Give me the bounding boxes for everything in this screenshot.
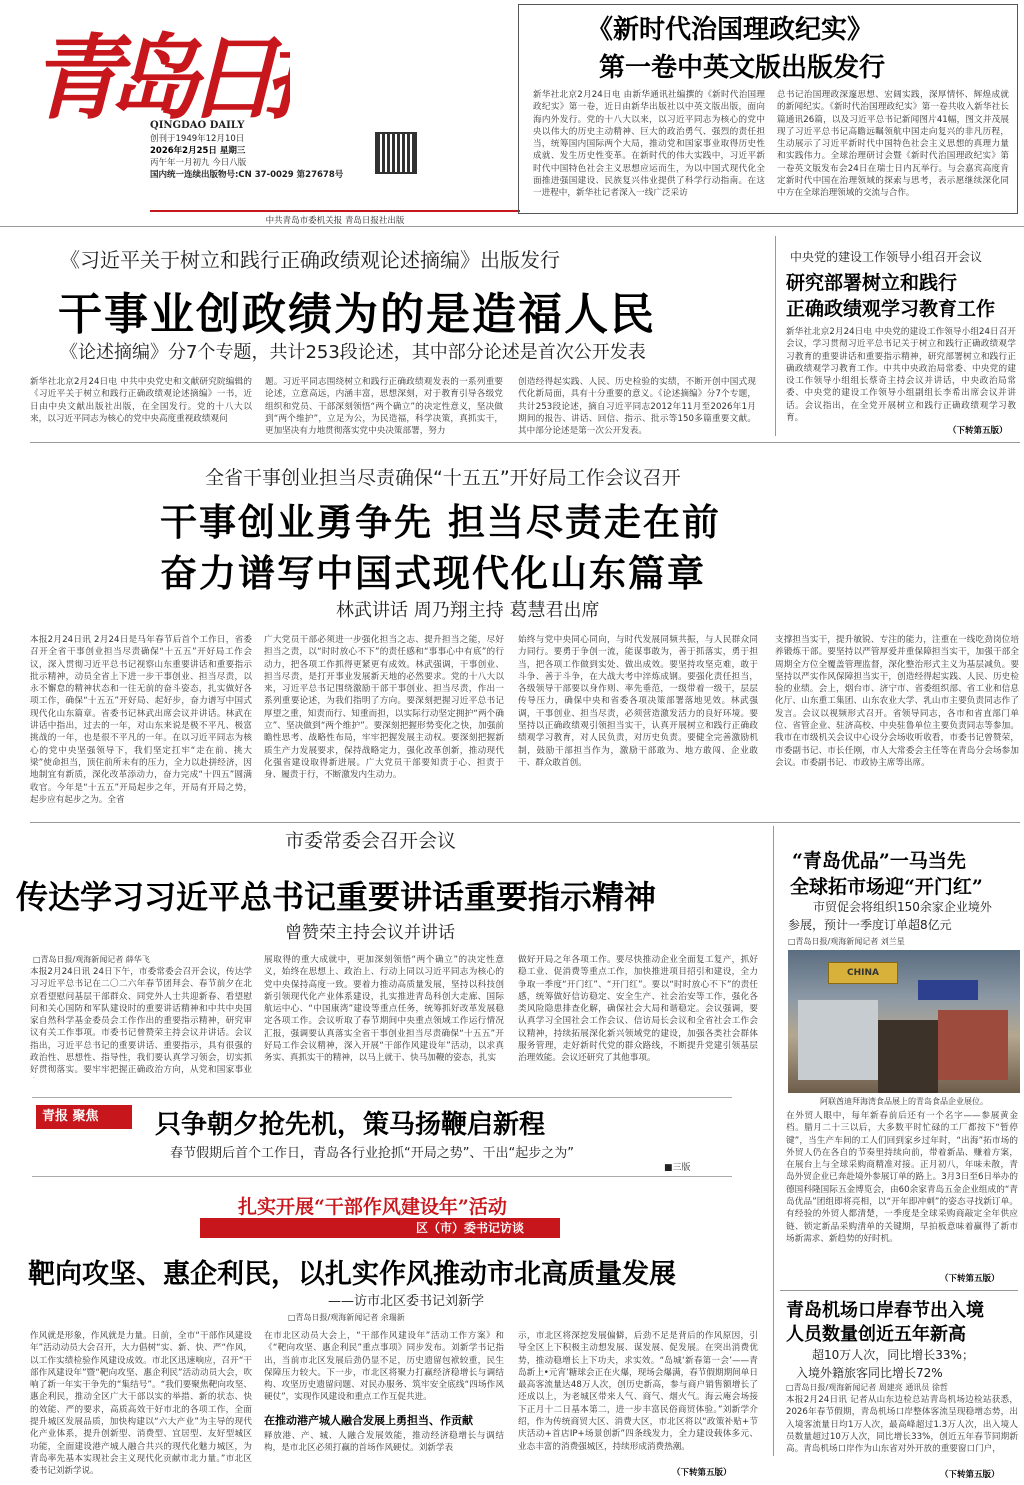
divider <box>30 822 1020 823</box>
youpin-subhead-2: 参展，预计一季度订单超8亿元 <box>788 918 952 932</box>
changwei-byline: □青岛日报/观海新闻记者 薛华飞 <box>33 955 150 964</box>
logo-lettering: 青岛日 <box>30 24 265 130</box>
airport-subhead-1: 超10万人次，同比增长33%； <box>812 1348 974 1362</box>
focus-page-ref: ■三版 <box>664 1163 691 1173</box>
campaign-col2-tail: 释放港、产、城、人融合发展效能，推动经济稳增长与调结构，是市北区必须打赢的首场作风硬仗。刘新学表 <box>264 1431 504 1454</box>
changwei-subhead: 曾赞荣主持会议并讲话 <box>285 923 455 943</box>
youpin-continue: （下转第五版） <box>940 1274 1000 1284</box>
changwei-kicker: 市委常委会召开会议 <box>285 830 457 852</box>
zhengji-kicker: 《习近平关于树立和践行正确政绩观论述摘编》出版发行 <box>60 248 560 272</box>
founded-line: 创刊于1949年12月10日 <box>150 134 245 144</box>
campaign-band-text: 区（市）委书记访谈 <box>415 1221 524 1235</box>
lead-col-2: 广大党员干部必须进一步强化担当之志、提升担当之能，尽好担当之责，以“时时放心不下”的责任感和“事事心中有底”的行动力，把各项工作抓得更紧更有成效。林武强调，干事创业、担当尽责，是打开事业发展新天地的必然要求。党的十八大以来，习近平总书记围绕激励干部干事创业、担当尽责，作出一系列重要论述，为我们指明了方向。要深刻把握习近平总书记厚望之重，知责而行、知重而担，以实际行动坚定拥护“两个确立”、坚决做到“两个维护”。要深刻把握形势变化之快，加强前瞻性思考、战略性布局，牢牢把握发展主动权。要深刻把握新质生产力发展要求，保持战略定力，强化改革创新，推动现代化强省建设取得新进展。广大党员干部要知责于心、担责于身、履责于行，不断激发内生动力。 <box>264 635 504 781</box>
top-story-headline-2: 第一卷中英文版出版发行 <box>599 53 886 83</box>
youpin-body: 在外贸人眼中，每年新春前后还有一个名字——参展黄金档。腊月二十三以后，大多数平时忙碌的工厂都按下“暂停键”，当生产车间的工人们回到家乡过年时，“出海”拓市场的外贸人仍在各自的节奏里持续向前，带着新品、赚着方案，在展台上与全球采购商精准对接。正月初八，年味未散，青岛外贸企业已奔赴境外参展订单的路上。3月3日至6日举办的德国科隆国际五金博览会，由60余家青岛五金企业组成的“青岛优品”团组即将亮相，以“开年即冲刺”的姿态寻找新订单。有经验的外贸人都清楚，一季度是全球采购商敲定全年供应链、锁定新品采购清单的关键期，早拍板意味着赢得了新市场新需求、新趋势的好时机。 <box>786 1111 1018 1244</box>
divider <box>775 236 776 436</box>
masthead-info <box>150 133 370 181</box>
lead-col-3: 始终与党中央同心同向，与时代发展同频共振，与人民群众同力同行。要勇于争创一流，能谋事敢为，善于抓落实，勇于担当，把各项工作做到实处、做出成效。要坚持攻坚克难，敢于斗争、善于斗争，在大战大考中淬炼成钢。要强化责任担当，各级领导干部要以身作则、率先垂范，一级带着一级干，层层传导压力，确保中央和省委各项决策部署落地见效。林武强调，干事创业、担当尽责，必须营造激发活力的良好环境。要坚持以正确政绩观引领担当实干，认真开展树立和践行正确政绩观学习教育，对人民负责，对历史负责。要健全完善激励机制，鼓励干部担当作为，激励干部敢为、地方敢闯、企业敢干、群众敢首创。 <box>518 635 758 768</box>
study-headline-2: 正确政绩观学习教育工作 <box>786 298 996 320</box>
youpin-headline-2: 全球拓市场迎“开门红” <box>790 876 983 898</box>
airport-subhead-2: 入境外籍旅客同比增长72% <box>796 1366 943 1380</box>
campaign-col2-subhead: 在推动港产城人融合发展上勇担当、作贡献 <box>264 1414 473 1427</box>
study-headline-1: 研究部署树立和践行 <box>786 272 958 294</box>
lead-headline-1: 干事创业勇争先 担当尽责走在前 <box>160 500 721 544</box>
study-continue: （下转第五版） <box>948 426 1008 436</box>
airport-continue: （下转第五版） <box>940 1470 1000 1480</box>
changwei-headline: 传达学习习近平总书记重要讲话重要指示精神 <box>16 878 657 916</box>
zhengji-col-1: 新华社北京2月24日电 中共中央党史和文献研究院编辑的《习近平关于树立和践行正确政绩观论述摘编》一书，近日由中央文献出版社出版，在全国发行。党的十八大以来，以习近平同志为核心的党中央高度重视政绩观问 <box>30 377 252 424</box>
lead-kicker: 全省干事创业担当尽责确保“十五五”开好局工作会议召开 <box>205 467 681 489</box>
zhengji-col-2: 题。习近平同志围绕树立和践行正确政绩观发表的一系列重要论述，立意高远，内涵丰富，思想深刻，对于教育引导各级党组织和党员、干部深刻领悟“两个确立”的决定性意义，坚决做到“两个维护”，立足为公，为民造福，科学决策，真抓实干，更加坚决有力地贯彻落实党中央决策部署，努力 <box>265 377 503 437</box>
lead-col-4: 支撑担当实干，提升敏锐、专注的能力，注重在一线吃劲岗位培养锻炼干部。要坚持以严管厚爱并重保障担当实干，加强干部全周期全方位全覆盖管理监督，深化整治形式主义为基层减负。要坚持以严实作风保障担当实干，创造经得起实践、人民、历史检验的业绩。会上，烟台市、济宁市、省委组织部、省工业和信息化厅、山东重工集团、山东农业大学、乳山市主要负责同志作了发言。会议以视频形式召开。省领导同志，各市和省直部门单位、省管企业、驻济高校、中央驻鲁单位主要负责同志等参加。我市在市级机关会议中心设分会场收听收看，市委书记曾赞荣，市委副书记、市长任刚，市人大常委会主任等在青岛分会场参加会议。市委副书记、市政协主席等出席。 <box>775 635 1019 768</box>
issn-line: 国内统一连续出版物号:CN 37-0029 第27678号 <box>150 170 344 180</box>
lunar-line: 丙午年一月初九 今日八版 <box>150 158 247 168</box>
zhengji-subhead: 《论述摘编》分7个专题，共计253段论述，其中部分论述是首次公开发表 <box>60 342 646 363</box>
campaign-continue: （下转第五版） <box>672 1468 732 1478</box>
airport-headline-1: 青岛机场口岸春节出入境 <box>786 1300 984 1321</box>
photo-visitors <box>878 1020 938 1093</box>
date-line: 2026年2月25日 星期三 <box>150 146 246 156</box>
campaign-kicker: 扎实开展“干部作风建设年”活动 <box>238 1196 507 1218</box>
photo-booth <box>798 1000 878 1080</box>
lead-subhead: 林武讲话 周乃翔主持 葛慧君出席 <box>336 600 600 621</box>
airport-headline-2: 人员数量创近五年新高 <box>786 1324 966 1345</box>
top-story-col-1: 新华社北京2月24日电 由新华通讯社编撰的《新时代治国理政纪实》第一卷，近日由新华出版社以中英文版出版，面向海内外发行。党的十八大以来，以习近平同志为核心的党中央以伟大的历史主动精神、巨大的政治勇气、强烈的责任担当，统筹国内国际两个大局，推动党和国家事业取得历史性成就、发生历史性变革。在新时代的伟大实践中，习近平新时代中国特色社会主义思想应运而生，为以中国式现代化全面推进强国建设、民族复兴伟业提供了科学行动指南。在这一进程中，新华社记者深入一线广泛采访 <box>533 90 765 199</box>
top-story-col-2: 总书记治国理政深邃思想、宏阔实践，深厚情怀、辉煌成就的新闻纪实。《新时代治国理政纪实》第一卷共收入新华社长篇通讯26篇，以及习近平总书记新闻图片41幅，图文并茂展现了习近平总书记高瞻远瞩领航中国走向复兴的非凡历程，生动展示了习近平新时代中国特色社会主义思想的真理力量和实践伟力。全球治理研讨会暨《新时代治国理政纪实》第一卷英文版发布会24日在瑞士日内瓦举行。与会嘉宾高度肯定新时代中国在治理领域的探索与思考，表示愿继续深化同中方在全球治理领域的交流与合作。 <box>777 90 1009 199</box>
expo-photo <box>788 950 1020 1093</box>
changwei-col-2: 展取得的重大成就中，更加深刻领悟“两个确立”的决定性意义，始终在思想上、政治上、行动上同以习近平同志为核心的党中央保持高度一致。要着力推动高质量发展，坚持以科技创新引领现代化产业体系建设，扎实推进青岛科创大走廊、国际航运中心、“中国康湾”建设等重点任务，统筹抓好改革发展稳定各项工作。会议听取了春节期间中央重点领域工作运行情况汇报，强调要认真落实全省干事创业担当尽责确保“十五五”开好局工作会议精神，深入开展“干部作风建设年”活动，以求真务实、真抓实干的精神，以马上就干、快马加鞭的姿态，扎实 <box>264 955 504 1064</box>
divider <box>773 826 774 1456</box>
zhengji-headline: 干事业创政绩为的是造福人民 <box>58 289 656 340</box>
photo-banner <box>918 980 978 1000</box>
focus-tag: 青报 聚焦 <box>36 1105 132 1129</box>
study-kicker: 中央党的建设工作领导小组召开会议 <box>790 250 983 264</box>
masthead-romanized: QINGDAO DAILY <box>150 120 245 131</box>
changwei-col-1: 本报2月24日讯 24日下午，市委常委会召开会议，传达学习习近平总书记在二〇二六年春节团拜会、春节前夕在北京看望慰问基层干部群众、同党外人士共迎新春、看望慰问和关心国防和军队建设时的重要讲话精神和中共中央国家自然科学基金委员会工作作出的重要指示精神，研究审议有关工作事项。市委书记曾赞荣主持会议并讲话。会议指出，习近平总书记的重要讲话、重要指示，具有很强的政治性、思想性、指导性，我们要认真学习领会，切实抓好贯彻落实。要牢牢把握正确政治方向，从党和国家事业 <box>30 967 252 1076</box>
publisher-line: 中共青岛市委机关报 青岛日报社出版 <box>150 210 520 226</box>
campaign-col-1: 作风就是形象，作风就是力量。日前，全市“干部作风建设年”活动动员大会召开，大力倡树“实、新、快、严“作风，以工作实绩检验作风建设成效。市北区迅速响应，召开“干部作风建设年”暨“靶向攻坚、惠企利民”活动动员大会，吹响了新一年实干争先的“集结号”。“我们要聚焦靶向攻坚、惠企利民，推动全区广大干部以实的举措、新的状态、快的效能、严的要求，高质高效干好市北的各项工作，全面提升城区发展品质，加快构建以“六大产业”为主导的现代化产业体系，提升创新型、消费型、宜居型、友好型城区功能，全面建设港产城人融合共兴的现代化魅力城区，为青岛率先基本实现社会主义现代化贡献市北力量。”市北区委书记刘新学说。 <box>30 1331 252 1477</box>
campaign-col-3: 示，市北区将深挖发展偏僻，后劲不足是背后的作风原因，引导全区上下积极主动想发展、谋发展、促发展。在突出消费优势，推动稳增长上下功夫，求实效。“岛城‘新春第一会’——青岛新上•元宵’糖球会正在火爆，现场会爆满，春节假期期间单日最高客流量达48万人次，创历史新高，参与商户销售额增长了还成以上，为老城区带来人气、商气、烟火气。海云庵会场接下正月十二日基本第二，进一步丰富民俗商贸体验。”刘新学介绍，作为传统商贸大区、消费大区，市北区将以“政策补贴+节庆活动+首店IP+场景创新”四条线发力，全力建设载体多元、业态丰富的消费强城区，持续形成消费热潮。 <box>518 1331 758 1452</box>
campaign-col-2: 在市北区动员大会上，“干部作风建设年”活动工作方案》和《“靶向攻坚、惠企利民”重点事项》同步发布。刘新学书记指出，当前市北区发展后劲仍显不足，历史遗留包袱较重，民生保障压力较大。下一步，市北区将聚力打赢经济稳增长与调结构、攻坚历史遗留问题、对民办服务、筑牢安全底线“四场作风硬仗”，实现作风建设和重点工作互促共进。 <box>264 1331 504 1403</box>
top-story-headline-1: 《新时代治国理政纪实》 <box>587 15 874 45</box>
study-body: 新华社北京2月24日电 中央党的建设工作领导小组24日召开会议，学习贯彻习近平总书记关于树立和践行正确政绩观学习教育的重要讲话和重要指示精神，研究部署树立和践行正确政绩观学习教育工作。中共中央政治局常委、中央党的建设工作领导小组组长蔡奇主持会议并讲话，中央政治局常委、中央党的建设工作领导小组副组长李希出席会议并讲话。会议指出，在全党开展树立和践行正确政绩观学习教育。 <box>786 327 1016 424</box>
photo-booth <box>938 1010 1008 1080</box>
campaign-band <box>200 1218 560 1238</box>
youpin-headline-1: “青岛优品”一马当先 <box>792 850 966 872</box>
campaign-byline: □青岛日报/观海新闻记者 余瑞新 <box>288 1313 405 1322</box>
lead-headline-2: 奋力谱写中国式现代化山东篇章 <box>160 551 706 595</box>
zhengji-col-3: 创造经得起实践、人民、历史检验的实绩，不断开创中国式现代化新局面，具有十分重要的意义。《论述摘编》分7个专题，共计253段论述，摘自习近平同志2012年11月至2026年1月期间的报告、讲话、回信、指示、批示等150多篇重要文献。其中部分论述是第一次公开发表。 <box>518 377 756 437</box>
campaign-headline: 靶向攻坚、惠企利民，以扎实作风推动市北高质量发展 <box>28 1259 676 1290</box>
top-story-box <box>518 4 1018 214</box>
newspaper-logo-icon <box>30 10 290 130</box>
masthead-logo <box>30 10 290 130</box>
lead-col-1: 本报2月24日讯 2月24日是马年春节后首个工作日，省委召开全省干事创业担当尽责确保“十五五”开好局工作会议，深入贯彻习近平总书记视察山东重要讲话和重要指示批示精神，动员全省上下进一步干事创业、担当尽责，以永不懈怠的精神状态和一往无前的奋斗姿态，扎实做好各项工作，确保“十五五”开好局、起好步，奋力谱写中国式现代化山东篇章。省委书记林武出席会议并讲话。林武在讲话中指出，过去的一年，对山东来说是极不平凡、极富挑战的一年，也是很不平凡的一年。在以习近平同志为核心的党中央坚强领导下，我们坚定扛牢“走在前、挑大梁”使命担当，顶住前所未有的压力，全力以赴拼经济，因地制宜有新质，深化改革添动力，奋力完成“十四五”圆满收官。今年是“十五五”开局起步之年，开局有开局之势，起步应有起步之为。全省 <box>30 635 252 805</box>
campaign-subhead: ——访市北区委书记刘新学 <box>328 1294 485 1309</box>
divider <box>30 442 1020 443</box>
photo-sign: CHINA <box>828 962 898 984</box>
divider <box>0 226 1024 227</box>
focus-subhead: 春节假期后首个工作日，青岛各行业抢抓“开局之势”、干出“起步之为” <box>170 1146 574 1161</box>
focus-headline: 只争朝夕抢先机，策马扬鞭启新程 <box>155 1110 546 1140</box>
airport-body: 本报2月24日讯 记者从山东边检总站青岛机场边检站获悉，2026年春节假期，青岛机场口岸整体客流呈现稳增态势，出入境客流量日均1万人次，最高峰超过1.3万人次，出入境人员数量超过10万人次，同比增长33%，创近五年春节同期新高。青岛机场口岸作为山东省对外开放的重要窗口门户， <box>786 1395 1018 1455</box>
divider <box>780 1290 1018 1291</box>
qr-code-icon <box>375 132 417 174</box>
youpin-subhead-1: 市贸促会将组织150余家企业境外 <box>813 900 992 914</box>
airport-byline: □青岛日报/观海新闻记者 周建亮 通讯员 徐哲 <box>786 1383 948 1392</box>
changwei-col-3: 做好开局之年各项工作。要尽快推动企业全面复工复产，抓好稳工业、促消费等重点工作，加快推进项目招引和建设，全力争取一季度“开门红”、“开门红”。要以“时时放心不下”的责任感，统筹做好信访稳定、安全生产、社会治安等工作，强化各类风险隐患排查化解，确保社会大局和谐稳定。会议强调，要认真学习全国社会工作会议、信访局长会议和全省社会工作会议精神，持续拓展深化新兴领域党的建设，加强各类社会群体服务管理，走好新时代党的群众路线，不断提升党建引领基层治理效能。会议还研究了其他事项。 <box>518 955 758 1064</box>
youpin-photo-caption: 阿联酋迪拜海湾食品展上的青岛食品企业展位。 <box>820 1097 988 1106</box>
youpin-byline: □青岛日报/观海新闻记者 刘兰星 <box>788 937 905 946</box>
